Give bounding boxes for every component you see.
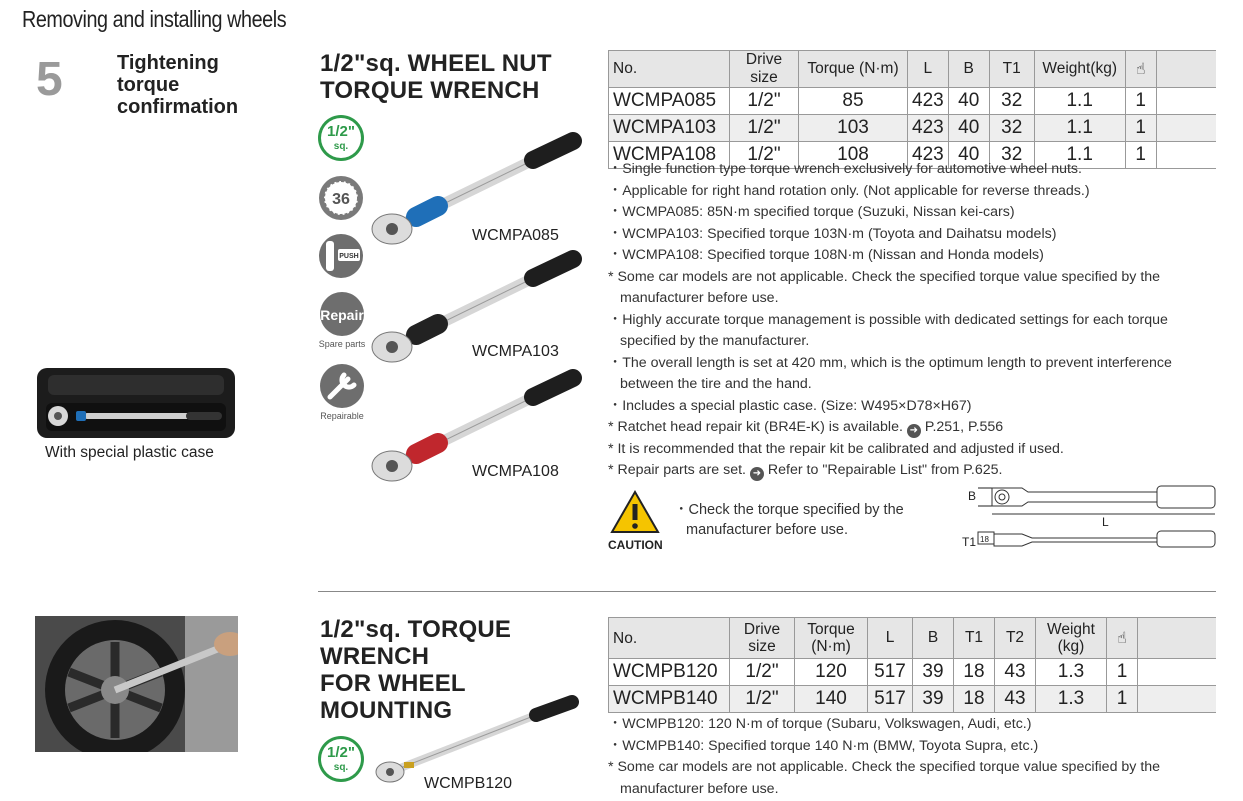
cell: 1	[1125, 115, 1156, 142]
header-drive-size: Drive size	[730, 51, 799, 88]
cell: WCMPA085	[609, 88, 730, 115]
cell: 85	[799, 88, 908, 115]
header-weight	[1036, 618, 1107, 659]
cell: 18	[954, 686, 995, 713]
cell: 1/2"	[730, 686, 795, 713]
section1-title-line: TORQUE WRENCH	[320, 77, 540, 104]
header-no: No.	[609, 51, 730, 88]
drive-size-unit: sq.	[333, 762, 349, 773]
push-button-icon	[318, 233, 364, 279]
cell: 1.1	[1034, 88, 1125, 115]
section2-title-line: WRENCH	[320, 643, 430, 670]
note-line: ・WCMPB120: 120 N·m of torque (Subaru, Volkswagen, Audi, etc.)	[608, 716, 1032, 732]
step-label-line: confirmation	[117, 96, 239, 118]
table-row	[609, 115, 1217, 142]
drive-size-icon	[318, 115, 364, 161]
header-line: Weight	[1047, 621, 1095, 638]
teeth-count: 36	[332, 191, 350, 208]
cell: 1.1	[1034, 115, 1125, 142]
cell-spacer	[1138, 659, 1217, 686]
section2-spec-table	[608, 617, 1216, 713]
section2-title-line: 1/2"sq. TORQUE	[320, 616, 512, 643]
note-line: ・The overall length is set at 420 mm, which is the optimum length to prevent interference	[608, 354, 1172, 371]
header-drive-size	[730, 618, 795, 659]
cell: 1	[1125, 88, 1156, 115]
caution-label: CAUTION	[608, 538, 663, 552]
cell: 1	[1107, 659, 1138, 686]
teeth-36-icon	[318, 175, 364, 221]
step-label-line: torque	[117, 74, 180, 96]
header-qty-icon: ☝	[1107, 618, 1138, 659]
header-t1: T1	[954, 618, 995, 659]
step-label	[117, 52, 238, 118]
section1-title	[320, 50, 552, 104]
table-header-row	[609, 618, 1217, 659]
page-ref-arrow-icon: ➜	[750, 467, 764, 481]
cell: 40	[948, 88, 989, 115]
push-label: PUSH	[339, 253, 359, 260]
drive-size-text: 1/2"	[327, 744, 355, 761]
header-b: B	[948, 51, 989, 88]
table-row	[609, 686, 1217, 713]
header-t2: T2	[995, 618, 1036, 659]
caution-text	[674, 500, 904, 540]
table-header-row	[609, 51, 1217, 88]
cell: 18	[954, 659, 995, 686]
model-label-wcmpa085: WCMPA085	[472, 227, 559, 244]
dim-l-label: L	[1102, 515, 1109, 529]
note-line: ・WCMPA103: Specified torque 103N·m (Toyota and Daihatsu models)	[608, 225, 1057, 242]
step-label-line: Tightening	[117, 52, 219, 74]
header-torque: Torque (N·m)	[799, 51, 908, 88]
cell: 423	[908, 88, 949, 115]
page-ref-link[interactable]: Refer to "Repairable List" from P.625.	[767, 462, 1003, 478]
table-row	[609, 88, 1217, 115]
section1-notes	[608, 159, 1172, 482]
cell: 103	[799, 115, 908, 142]
note-line: ・WCMPB140: Specified torque 140 N·m (BMW, Toyota Supra, etc.)	[608, 737, 1039, 754]
case-caption: With special plastic case	[45, 444, 214, 461]
wheel-mounting-photo	[35, 616, 238, 752]
dim-t1-value: 18	[980, 535, 989, 544]
header-l: L	[868, 618, 913, 659]
cell: 39	[913, 686, 954, 713]
page-title: Removing and installing wheels	[22, 6, 287, 32]
note-line: specified by the manufacturer.	[620, 333, 810, 349]
note-line: * Some car models are not applicable. Check the specified torque value specified by the	[608, 759, 1161, 775]
header-qty-icon: ☝	[1125, 51, 1156, 88]
section2-title-line: MOUNTING	[320, 697, 453, 724]
note-line	[608, 417, 1172, 439]
cell: 1.1	[1034, 142, 1125, 169]
section-divider	[318, 591, 1216, 592]
cell: WCMPA103	[609, 115, 730, 142]
cell: 1/2"	[730, 115, 799, 142]
cell: 40	[948, 142, 989, 169]
wrench-wcmpb120-image	[372, 694, 582, 784]
header-spacer	[1138, 618, 1217, 659]
model-label-wcmpb120: WCMPB120	[424, 775, 513, 792]
cell: 43	[995, 659, 1036, 686]
header-no: No.	[609, 618, 730, 659]
dimension-diagram	[962, 484, 1220, 556]
cell: 423	[908, 115, 949, 142]
note-text: * Repair parts are set.	[608, 462, 746, 478]
caution-icon	[610, 490, 660, 534]
note-line: between the tire and the hand.	[620, 376, 812, 392]
note-line: * It is recommended that the repair kit be calibrated and adjusted if used.	[608, 440, 1064, 457]
section2-title-line: FOR WHEEL	[320, 670, 466, 697]
cell: 1.3	[1036, 659, 1107, 686]
cell: 39	[913, 659, 954, 686]
cell: 1/2"	[730, 88, 799, 115]
cell: 1	[1107, 686, 1138, 713]
note-line: ・Includes a special plastic case. (Size: W495×D78×H67)	[608, 397, 972, 414]
section1-title-line: 1/2"sq. WHEEL NUT	[320, 50, 552, 77]
cell: 1/2"	[730, 142, 799, 169]
cell: 32	[989, 115, 1034, 142]
plastic-case-image	[36, 365, 236, 440]
header-line: Torque	[807, 621, 855, 638]
cell: 1	[1125, 142, 1156, 169]
cell: 120	[795, 659, 868, 686]
header-line: size	[748, 638, 776, 655]
cell: WCMPA108	[609, 142, 730, 169]
note-line: * Some car models are not applicable. Check the specified torque value specified by the	[608, 268, 1161, 285]
header-t1: T1	[989, 51, 1034, 88]
dim-b-label: B	[968, 489, 977, 503]
note-line: manufacturer before use.	[620, 780, 779, 797]
cell: 32	[989, 142, 1034, 169]
note-line: manufacturer before use.	[620, 290, 779, 306]
model-label-wcmpa108: WCMPA108	[472, 463, 559, 480]
cell: 108	[799, 142, 908, 169]
note-line: ・Single function type torque wrench exclusively for automotive wheel nuts.	[608, 161, 1082, 177]
header-b: B	[913, 618, 954, 659]
model-label-wcmpa103: WCMPA103	[472, 343, 559, 360]
note-line: ・WCMPA108: Specified torque 108N·m (Nissan and Honda models)	[608, 247, 1044, 263]
repair-label: Repair	[320, 307, 364, 323]
header-torque	[795, 618, 868, 659]
cell: 32	[989, 88, 1034, 115]
cell-spacer	[1138, 686, 1217, 713]
drive-size-icon	[318, 736, 364, 782]
repairable-icon	[318, 363, 366, 425]
page-ref-link[interactable]: P.251, P.556	[924, 419, 1004, 435]
drive-size-unit: sq.	[333, 141, 349, 152]
cell: 1.3	[1036, 686, 1107, 713]
header-line: Drive	[743, 621, 781, 638]
note-line: ・Applicable for right hand rotation only. (Not applicable for reverse threads.)	[608, 182, 1090, 199]
header-l: L	[908, 51, 949, 88]
note-text: * Ratchet head repair kit (BR4E-K) is available.	[608, 419, 903, 435]
cell: WCMPB120	[609, 659, 730, 686]
section1-spec-table	[608, 50, 1216, 169]
note-line: ・Highly accurate torque management is possible with dedicated settings for each torque	[608, 311, 1168, 328]
cell: 423	[908, 142, 949, 169]
step-number: 5	[36, 53, 63, 106]
drive-size-text: 1/2"	[327, 123, 355, 140]
note-line	[608, 460, 1172, 482]
caution-line: manufacturer before use.	[686, 522, 849, 538]
repairable-label: Repairable	[320, 411, 364, 421]
header-line: (kg)	[1057, 638, 1085, 655]
cell-spacer	[1156, 115, 1216, 142]
cell: 517	[868, 659, 913, 686]
header-line: (N·m)	[811, 638, 851, 655]
note-line: ・WCMPA085: 85N·m specified torque (Suzuki, Nissan kei-cars)	[608, 204, 1015, 220]
header-spacer	[1156, 51, 1216, 88]
repair-sublabel: Spare parts	[318, 339, 366, 349]
cell: WCMPB140	[609, 686, 730, 713]
cell: 1/2"	[730, 659, 795, 686]
cell-spacer	[1156, 88, 1216, 115]
dim-t1-label: T1	[962, 535, 977, 549]
caution-line: ・Check the torque specified by the	[674, 502, 904, 518]
cell: 40	[948, 115, 989, 142]
cell: 517	[868, 686, 913, 713]
table-row	[609, 659, 1217, 686]
page-ref-arrow-icon: ➜	[907, 424, 921, 438]
cell: 43	[995, 686, 1036, 713]
repair-icon	[318, 291, 366, 353]
section2-notes	[608, 714, 1160, 800]
header-weight: Weight(kg)	[1034, 51, 1125, 88]
cell: 140	[795, 686, 868, 713]
